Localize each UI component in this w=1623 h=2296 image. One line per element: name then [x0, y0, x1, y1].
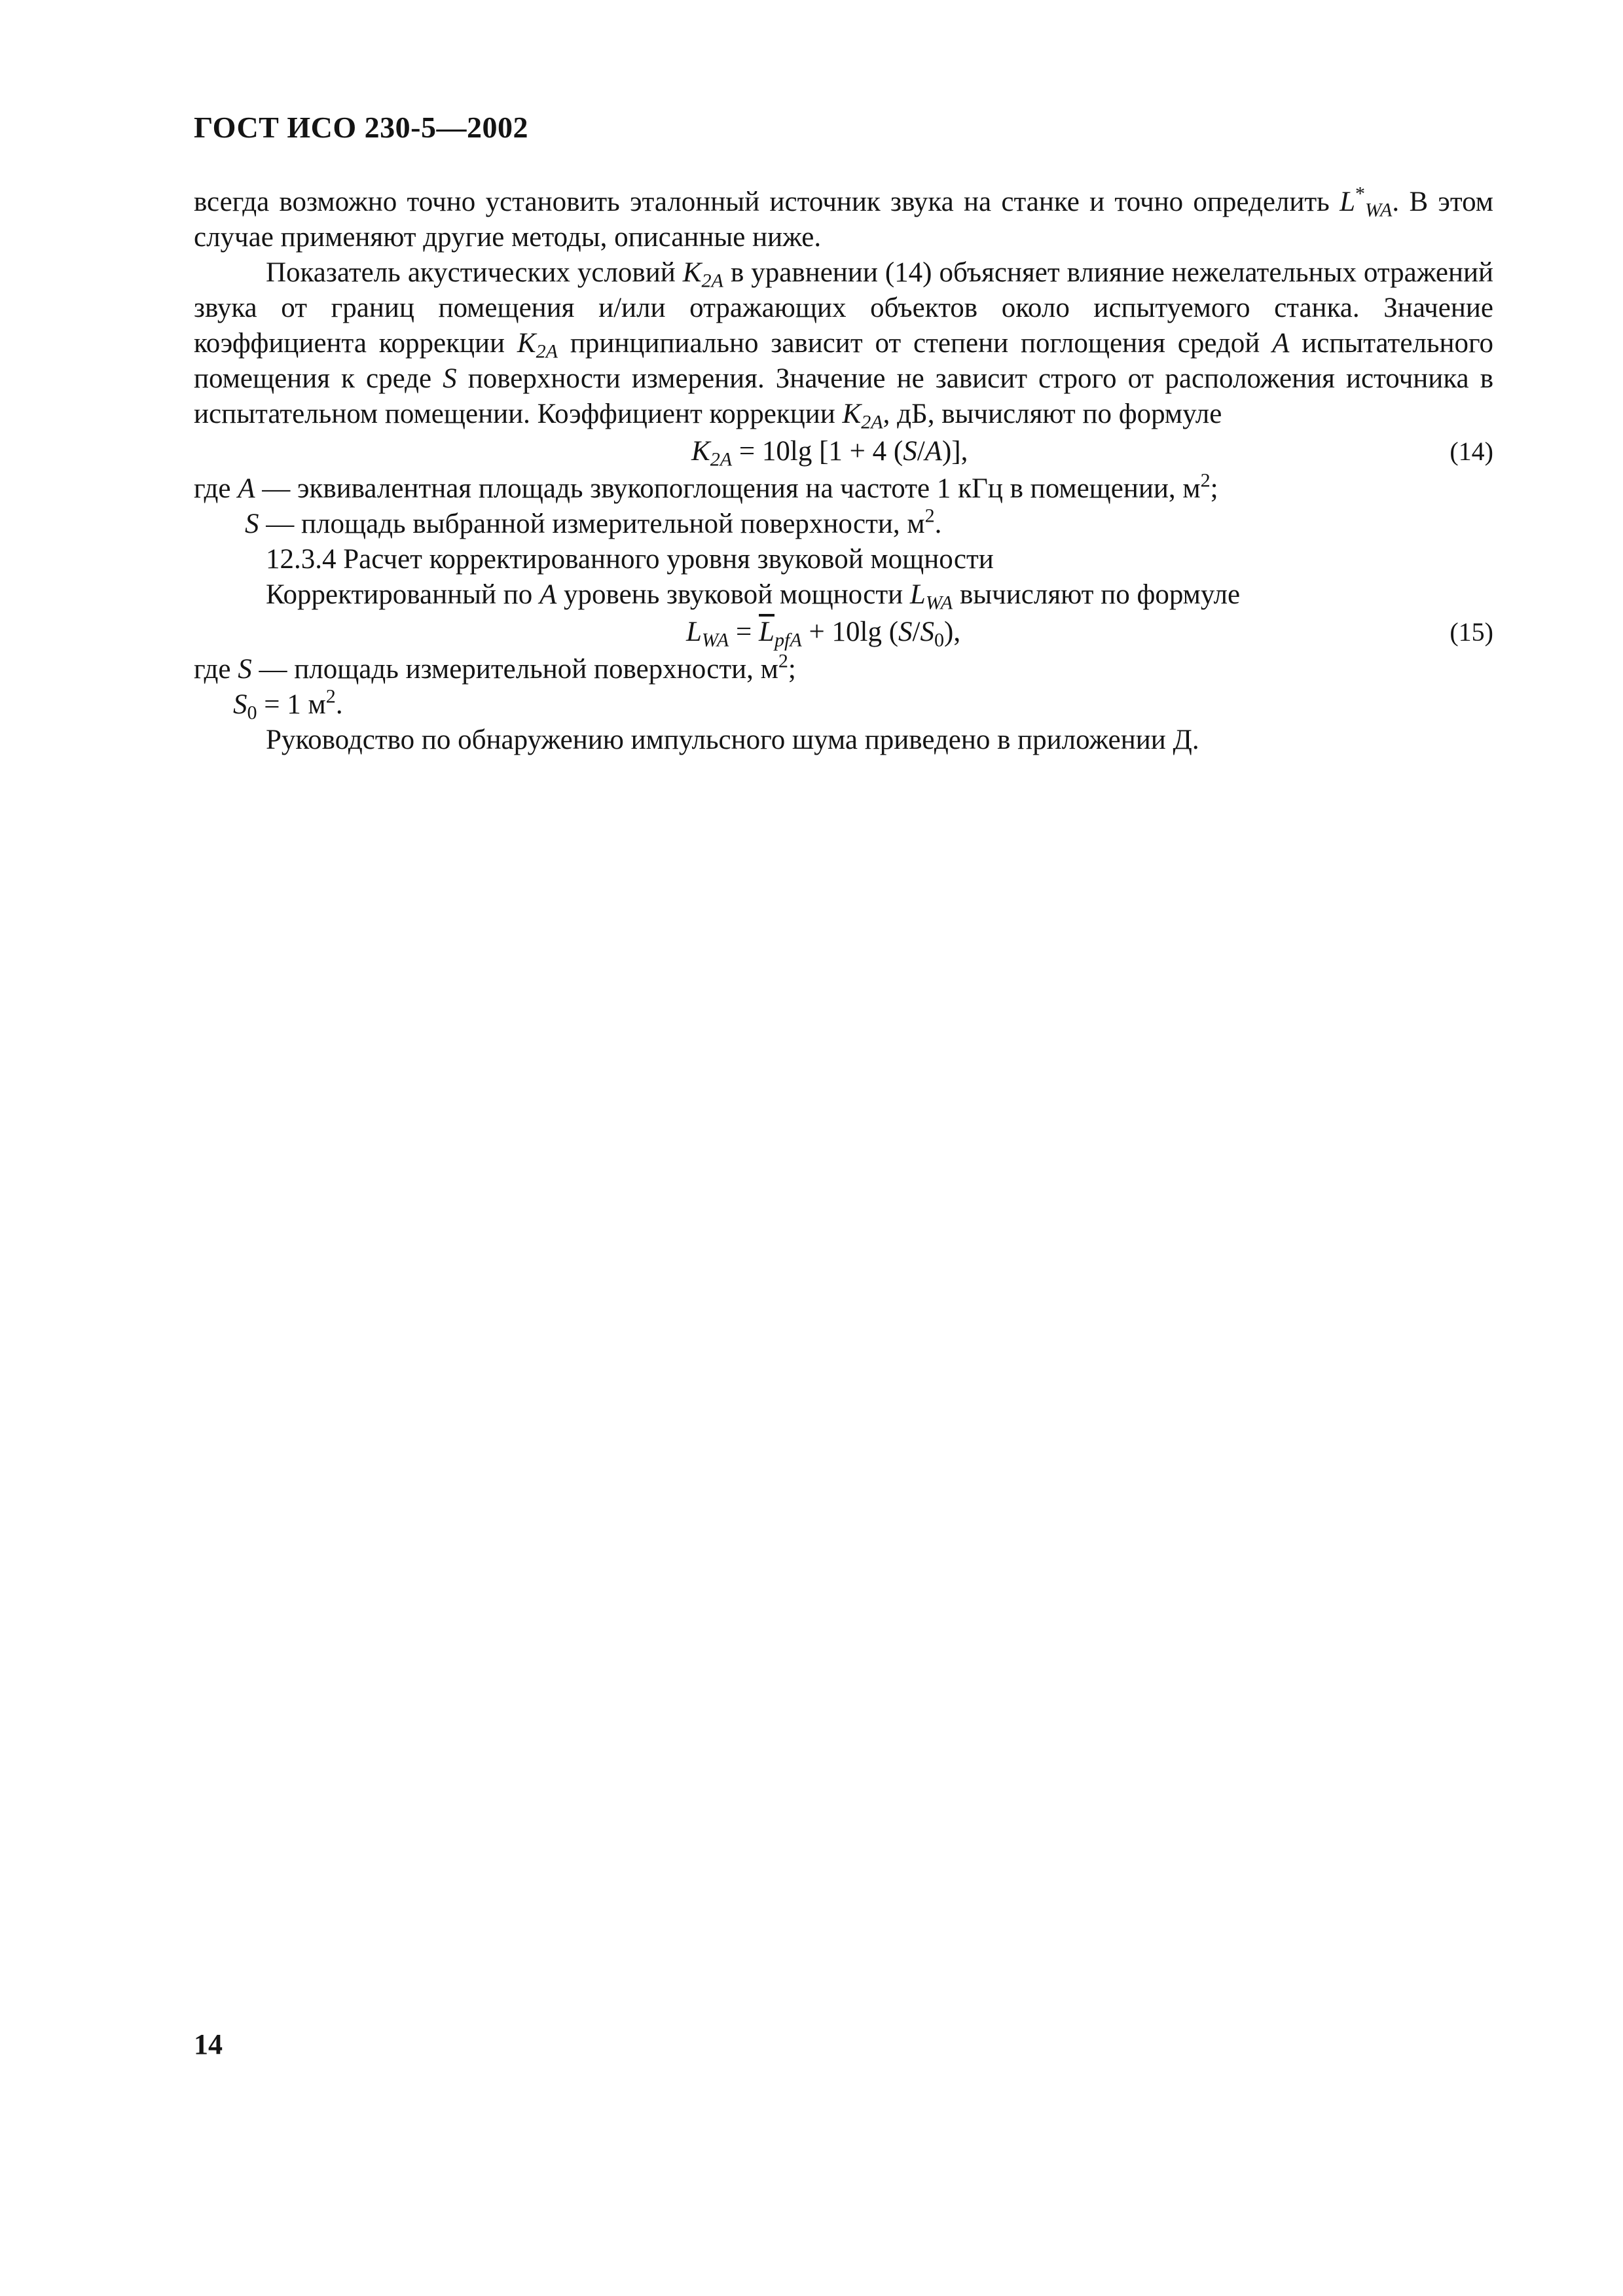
subscript: WA: [701, 628, 729, 651]
where-label: где: [194, 654, 231, 685]
definition-S-measure: [194, 649, 1493, 687]
paragraph-text: вычисляют по формуле: [959, 579, 1241, 610]
definition-text: ;: [788, 654, 796, 685]
subscript: WA: [925, 591, 953, 614]
symbol-mean: $\overline{L}$: [759, 617, 775, 647]
paragraph-text: всегда возможно точно установить эталонный источник звука на станке и точно определить: [194, 187, 1330, 217]
symbol: A: [238, 473, 255, 504]
formula-text: /: [912, 617, 921, 647]
paragraph-text: . В этом случае применяют другие методы, описанные ниже.: [194, 187, 1493, 253]
formula-15: [686, 613, 960, 652]
definition-text: .: [335, 689, 343, 720]
symbol: K: [682, 257, 702, 288]
document-header: ГОСТ ИСО 230-5—2002: [194, 111, 528, 144]
symbol: A: [924, 436, 942, 467]
superscript: *: [1355, 182, 1366, 205]
paragraph-text: в уравнении (14) объясняет влияние нежелательных отражений звука от границ помещения и/или отражающих объектов около испытуемого станка. Значение коэффициента коррекции: [194, 257, 1494, 359]
definition-text: .: [934, 509, 942, 539]
section-heading: 12.3.4 Расчет корректированного уровня звуковой мощности: [266, 544, 994, 575]
subscript: WA: [1365, 198, 1393, 221]
formula-text: /: [917, 436, 925, 467]
formula-14: [691, 432, 968, 471]
paragraph-text: принципиально зависит от степени поглощения средой: [570, 328, 1260, 359]
subscript: 2A: [710, 448, 733, 471]
paragraph-text: уровень звуковой мощности: [564, 579, 903, 610]
definition-A: [194, 471, 1493, 507]
symbol: K: [691, 436, 710, 467]
superscript: 2: [325, 685, 336, 708]
symbol: S: [245, 509, 259, 539]
symbol: L: [909, 579, 926, 610]
definition-text: = 1 м: [264, 689, 326, 720]
paragraph-text: поверхности измерения. Значение не зависит строго от расположения источника в испытательном помещении. Коэффициент коррекции: [194, 363, 1494, 429]
formula-text: )],: [941, 436, 968, 467]
section-intro: [194, 577, 1493, 613]
definition-text: — площадь измерительной поверхности, м: [259, 654, 778, 685]
formula-15-line: [194, 613, 1493, 652]
paragraph-text: , дБ, вычисляют по формуле: [883, 399, 1222, 429]
equation-number: (14): [1450, 437, 1493, 466]
superscript: 2: [778, 649, 788, 672]
paragraph-text: Корректированный по: [266, 579, 533, 610]
formula-text: =: [736, 617, 752, 647]
subscript: 2A: [861, 410, 883, 433]
paragraph-text: Показатель акустических условий: [266, 257, 676, 288]
definition-S0: [194, 687, 1493, 723]
symbol: A: [1272, 328, 1290, 359]
subscript: 0: [247, 701, 257, 724]
formula-text: = 10lg [1 + 4 (: [739, 436, 903, 467]
where-label: где: [194, 473, 231, 504]
paragraph-acoustic-conditions: [194, 255, 1493, 432]
symbol: S: [238, 654, 252, 685]
symbol: S: [898, 617, 913, 647]
symbol: S: [443, 363, 457, 394]
subscript: pfA: [774, 628, 802, 651]
definition-text: — эквивалентная площадь звукопоглощения на частоте 1 кГц в помещении, м: [262, 473, 1201, 504]
superscript: 2: [1200, 469, 1211, 492]
document-body: [194, 182, 1494, 758]
equation-number: (15): [1450, 617, 1493, 647]
definition-text: ;: [1210, 473, 1218, 504]
symbol: A: [539, 579, 557, 610]
symbol: L: [1340, 187, 1355, 217]
formula-14-line: [194, 432, 1493, 471]
paragraph-continuation: [194, 182, 1493, 255]
definition-S: [194, 504, 1493, 542]
symbol: L: [686, 617, 702, 647]
page-number: 14: [194, 2028, 223, 2060]
paragraph-text: испытательного помещения к среде: [194, 328, 1494, 394]
guidance-paragraph: Руководство по обнаружению импульсного шума приведено в приложении Д.: [266, 725, 1199, 755]
symbol: S: [903, 436, 917, 467]
formula-text: + 10lg (: [809, 617, 899, 647]
symbol: K: [842, 399, 862, 429]
subscript: 2A: [536, 340, 558, 363]
subscript: 2A: [701, 269, 723, 292]
superscript: 2: [924, 504, 935, 527]
definition-text: — площадь выбранной измерительной поверхности, м: [266, 509, 925, 539]
symbol: K: [517, 328, 536, 359]
symbol: S: [233, 689, 247, 720]
formula-text: ),: [944, 617, 961, 647]
subscript: 0: [934, 628, 945, 651]
symbol: S: [920, 617, 934, 647]
